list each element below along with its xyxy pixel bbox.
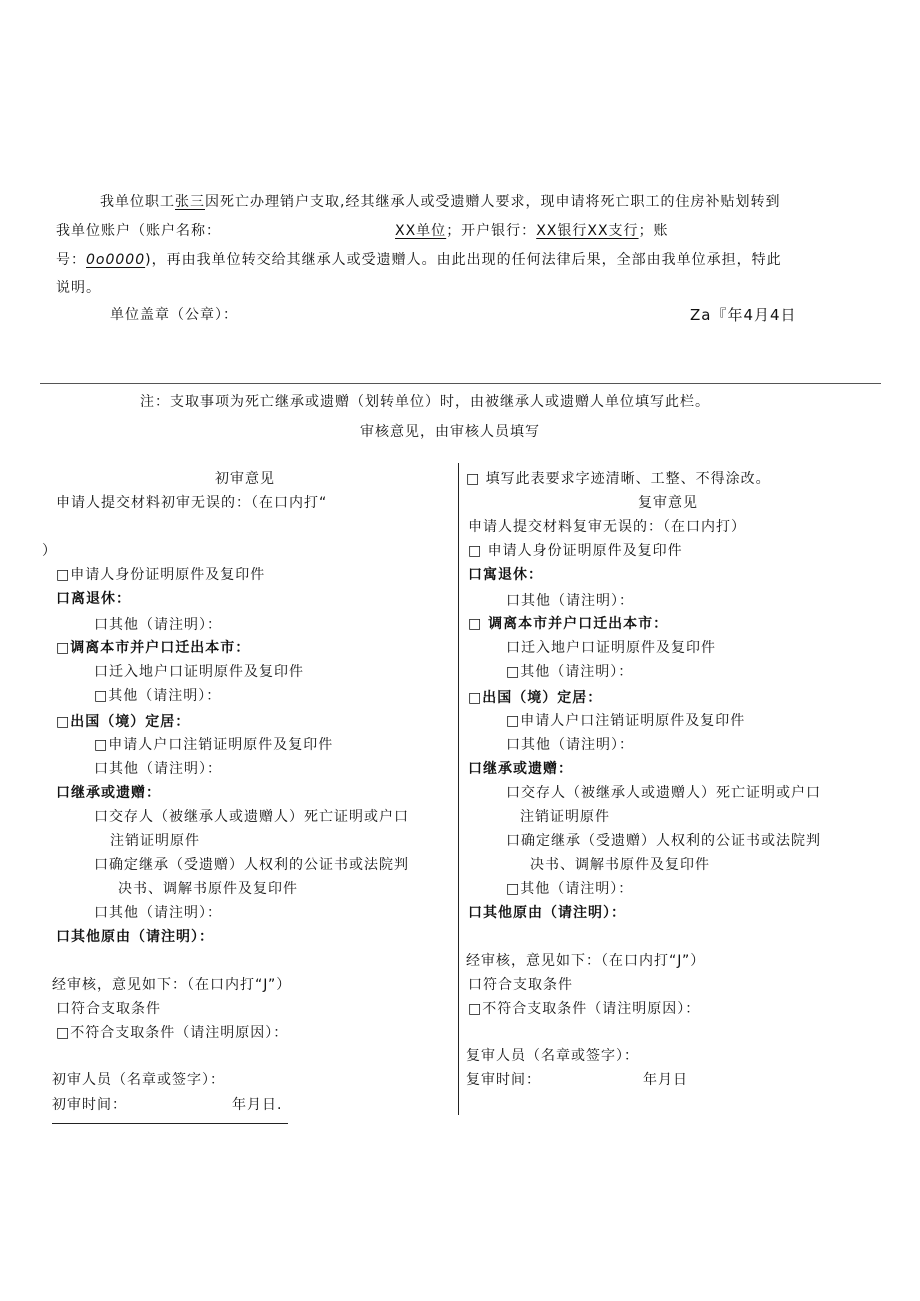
secondary-not-meets-checkbox[interactable]: □不符合支取条件（请注明原因）： (468, 1001, 701, 1017)
statement-text: 因死亡办理销户支取,经其继承人或受遗赠人要求，现申请将死亡职工的住房补贴划转到 (205, 194, 781, 210)
secondary-meets-checkbox[interactable]: 口符合支取条件 (468, 977, 573, 993)
divider-line (40, 383, 881, 384)
secondary-move-other-checkbox[interactable]: □其他（请注明）： (506, 664, 634, 680)
secondary-id-docs-checkbox[interactable]: □ 申请人身份证明原件及复印件 (468, 543, 683, 559)
initial-time-date[interactable]: 年月日. (232, 1097, 283, 1113)
initial-time-label: 初审时间： (52, 1097, 127, 1113)
secondary-abroad-checkbox[interactable]: □出国（境）定居： (468, 690, 603, 706)
initial-move-checkbox[interactable]: □调离本市并户口迁出本市： (56, 640, 251, 656)
initial-move-proof-checkbox[interactable]: 口迁入地户口证明原件及复印件 (94, 664, 304, 680)
initial-retire-other-checkbox[interactable]: 口其他（请注明）： (94, 617, 222, 633)
account-unit-name: XX单位 (395, 223, 447, 239)
initial-meets-checkbox[interactable]: 口符合支取条件 (56, 1001, 161, 1017)
seal-label: 单位盖章（公章）： (110, 307, 238, 323)
statement-text: ；开户银行： (446, 223, 537, 239)
secondary-inherit-cert-cont: 注销证明原件 (520, 809, 610, 825)
fill-note: 注：支取事项为死亡继承或遗赠（划转单位）时，由被继承人或遗赠人单位填写此栏。 (140, 394, 710, 410)
secondary-reviewer-signature-field[interactable]: 复审人员（名章或签字）： (466, 1048, 639, 1064)
initial-inherit-other-checkbox[interactable]: 口其他（请注明）： (94, 905, 222, 921)
initial-abroad-checkbox[interactable]: □出国（境）定居： (56, 714, 191, 730)
review-section-title: 审核意见，由审核人员填写 (360, 424, 540, 440)
secondary-review-title: 复审意见 (638, 495, 698, 511)
statement-line-2-left: 我单位账户（账户名称： (56, 223, 221, 239)
secondary-move-checkbox[interactable]: □ 调离本市并户口迁出本市： (468, 616, 669, 632)
form-fill-note: □ 填写此表要求字迹清晰、工整、不得涂改。 (466, 471, 771, 487)
statement-text: ；账 (638, 223, 669, 239)
statement-line-2-right (395, 222, 669, 240)
secondary-intro: 申请人提交材料复审无误的：（在口内打） (468, 519, 746, 535)
initial-intro: 申请人提交材料初审无误的：（在口内打“ (56, 495, 328, 511)
statement-text: 我单位职工 (100, 194, 175, 210)
initial-intro-end: ） (42, 543, 56, 559)
account-number: 0o0000 (86, 252, 146, 268)
secondary-inherit-checkbox[interactable]: 口继承或遗赠： (468, 761, 573, 777)
initial-inherit-checkbox[interactable]: 口继承或遗赠： (56, 785, 161, 801)
initial-id-docs-checkbox[interactable]: □申请人身份证明原件及复印件 (56, 567, 266, 583)
initial-abroad-other-checkbox[interactable]: 口其他（请注明）： (94, 761, 222, 777)
secondary-abroad-other-checkbox[interactable]: 口其他（请注明）： (506, 737, 634, 753)
secondary-inherit-other-checkbox[interactable]: □其他（请注明）： (506, 881, 634, 897)
initial-inherit-cert-checkbox[interactable]: 口交存人（被继承人或遗赠人）死亡证明或户口 (94, 809, 409, 825)
secondary-time-label: 复审时间： (466, 1072, 541, 1088)
secondary-move-proof-checkbox[interactable]: 口迁入地户口证明原件及复印件 (506, 640, 716, 656)
secondary-inherit-cert-checkbox[interactable]: 口交存人（被继承人或遗赠人）死亡证明或户口 (506, 785, 821, 801)
secondary-inherit-notary-checkbox[interactable]: 口确定继承（受遗赠）人权利的公证书或法院判 (506, 833, 821, 849)
secondary-other-reason-checkbox[interactable]: 口其他原由（请注明）： (468, 905, 626, 921)
initial-inherit-notary-checkbox[interactable]: 口确定继承（受遗赠）人权利的公证书或法院判 (94, 857, 409, 873)
initial-other-reason-checkbox[interactable]: 口其他原由（请注明）： (56, 929, 214, 945)
statement-line-3 (56, 251, 782, 269)
statement-text: 号： (56, 252, 86, 268)
initial-inherit-notary-cont: 决书、调解书原件及复印件 (118, 881, 298, 897)
secondary-retire-checkbox[interactable]: 口寓退休： (468, 567, 543, 583)
initial-not-meets-checkbox[interactable]: □不符合支取条件（请注明原因）： (56, 1025, 289, 1041)
initial-time-underline (52, 1123, 288, 1124)
secondary-abroad-proof-checkbox[interactable]: □申请人户口注销证明原件及复印件 (506, 713, 746, 729)
initial-opinion-label: 经审核，意见如下：（在口内打“J”） (52, 977, 292, 993)
secondary-opinion-label: 经审核，意见如下：（在口内打“J”） (466, 953, 706, 969)
initial-move-other-checkbox[interactable]: □其他（请注明）： (94, 688, 222, 704)
initial-retire-checkbox[interactable]: 口离退休： (56, 591, 131, 607)
column-divider (458, 463, 459, 1115)
statement-line-4: 说明。 (56, 280, 101, 296)
secondary-inherit-notary-cont: 决书、调解书原件及复印件 (530, 857, 710, 873)
secondary-retire-other-checkbox[interactable]: 口其他（请注明）： (506, 593, 634, 609)
initial-review-title: 初审意见 (215, 471, 275, 487)
statement-line-1 (100, 193, 780, 211)
initial-abroad-proof-checkbox[interactable]: □申请人户口注销证明原件及复印件 (94, 737, 334, 753)
statement-text: )，再由我单位转交给其继承人或受遗赠人。由此出现的任何法律后果，全部由我单位承担，特此 (145, 252, 782, 268)
initial-reviewer-signature-field[interactable]: 初审人员（名章或签字）： (52, 1072, 225, 1088)
statement-date: Za『年4月4日 (690, 306, 797, 324)
secondary-time-date[interactable]: 年月日 (643, 1072, 688, 1088)
bank-name: XX银行XX支行 (536, 223, 639, 239)
employee-name: 张三 (175, 194, 205, 210)
initial-inherit-cert-cont: 注销证明原件 (110, 833, 200, 849)
